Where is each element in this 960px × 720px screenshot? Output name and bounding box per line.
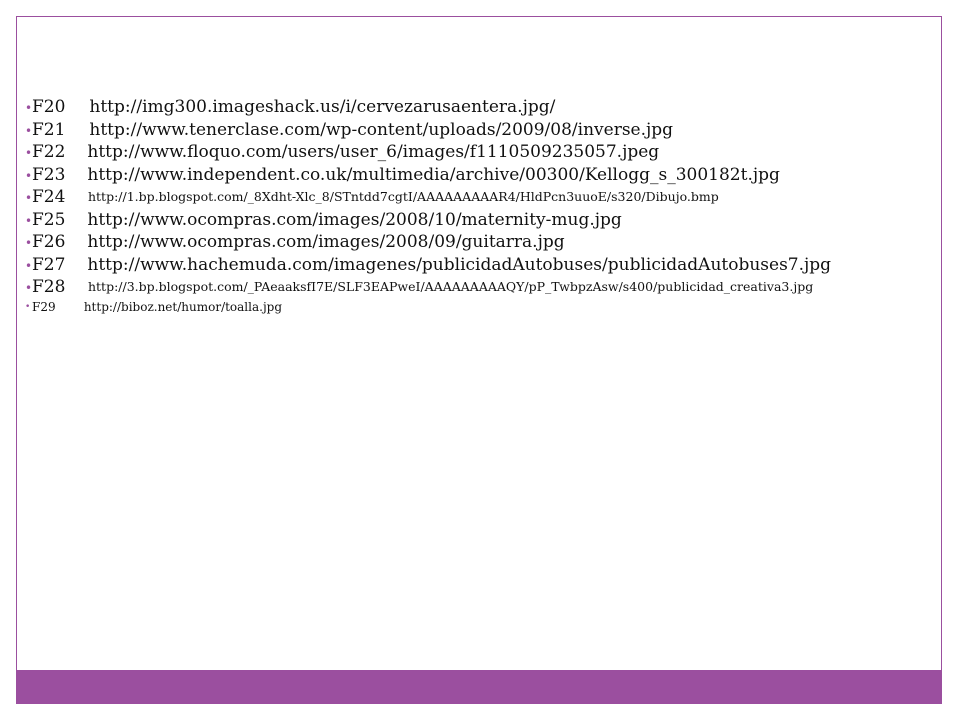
- figure-id: F20: [32, 97, 66, 117]
- list-item: [25, 210, 831, 233]
- reference-list: [25, 97, 831, 318]
- figure-id: F22: [32, 142, 66, 162]
- list-item: [25, 277, 831, 300]
- figure-id: F25: [32, 209, 66, 230]
- bullet-icon: •: [25, 146, 33, 160]
- bullet-icon: •: [25, 258, 33, 273]
- reference-url: http://3.bp.blogspot.com/_PAeaaksfI7E/SLF3EAPweI/AAAAAAAAAQY/pP_TwbpzAsw/s400/publicidad_creativa3.jpg: [87, 279, 814, 294]
- figure-id: F26: [32, 232, 66, 252]
- bullet-icon: •: [25, 168, 33, 183]
- reference-url: http://www.ocompras.com/images/2008/10/maternity-mug.jpg: [87, 209, 622, 230]
- list-item: [25, 232, 831, 255]
- list-item: [25, 255, 831, 278]
- figure-id: F28: [32, 277, 66, 297]
- figure-id: F24: [32, 187, 66, 207]
- reference-url: http://www.floquo.com/users/user_6/images/f1110509235057.jpeg: [87, 142, 660, 162]
- footer-bar: [17, 670, 941, 703]
- figure-id: F23: [32, 164, 66, 185]
- slide: [16, 16, 942, 704]
- bullet-icon: •: [25, 213, 33, 228]
- reference-url: http://biboz.net/humor/toalla.jpg: [83, 299, 283, 314]
- bullet-icon: •: [25, 123, 33, 138]
- reference-url: http://www.hachemuda.com/imagenes/publicidadAutobuses/publicidadAutobuses7.jpg: [87, 254, 832, 275]
- list-item: [25, 187, 831, 210]
- figure-id: F29: [32, 299, 56, 314]
- bullet-icon: •: [25, 101, 33, 115]
- bullet-icon: •: [25, 191, 33, 205]
- reference-url: http://www.ocompras.com/images/2008/09/guitarra.jpg: [87, 232, 565, 252]
- reference-url: http://www.independent.co.uk/multimedia/archive/00300/Kellogg_s_300182t.jpg: [87, 164, 780, 185]
- reference-url: http://www.tenerclase.com/wp-content/uploads/2009/08/inverse.jpg: [89, 119, 674, 140]
- bullet-icon: •: [25, 236, 33, 250]
- reference-url: http://img300.imageshack.us/i/cervezarusaentera.jpg/: [89, 97, 556, 117]
- reference-url: http://1.bp.blogspot.com/_8Xdht-Xlc_8/STntdd7cgtI/AAAAAAAAAR4/HldPcn3uuoE/s320/Dibujo.bmp: [87, 189, 719, 204]
- bullet-icon: •: [25, 281, 33, 295]
- list-item: [25, 120, 831, 143]
- figure-id: F27: [32, 254, 66, 275]
- figure-id: F21: [32, 119, 66, 140]
- bullet-icon: •: [25, 301, 31, 312]
- list-item: [25, 165, 831, 188]
- list-item: [25, 97, 831, 120]
- list-item: [25, 300, 831, 318]
- list-item: [25, 142, 831, 165]
